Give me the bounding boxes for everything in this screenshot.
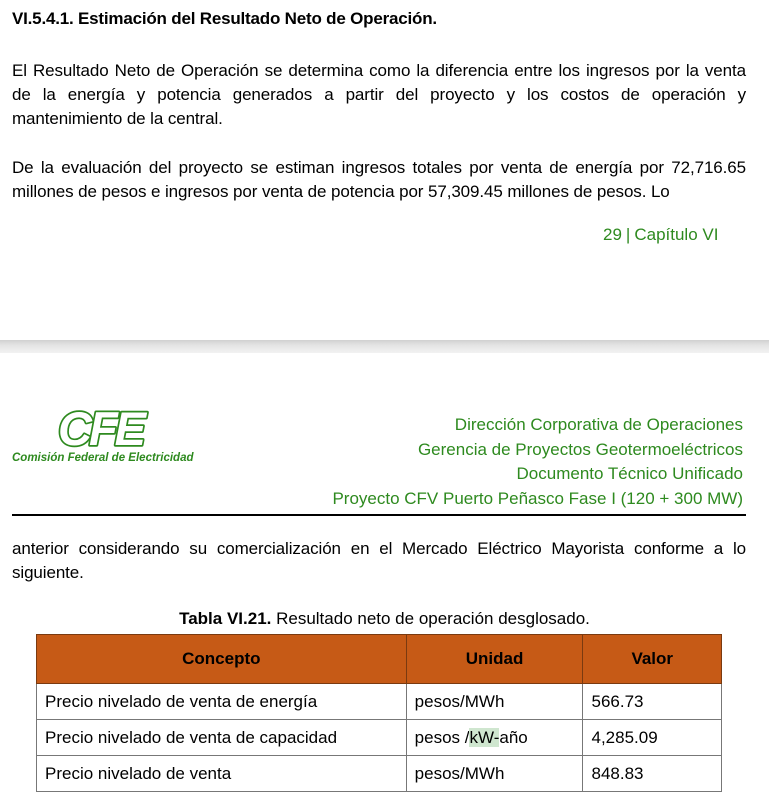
paragraph-income: De la evaluación del proyecto se estiman ingresos totales por venta de energía por 72,716.65 millones de pesos e ingresos por venta de potencia por 57,309.45 millones de pesos. Lo bbox=[12, 158, 746, 201]
cfe-logo-subtitle: Comisión Federal de Electricidad bbox=[12, 452, 194, 464]
cell-unidad-suffix: año bbox=[499, 727, 528, 747]
table-header-row bbox=[37, 635, 722, 684]
table-caption-text: Resultado neto de operación desglosado. bbox=[271, 609, 590, 628]
table-caption-label: Tabla VI.21. bbox=[179, 609, 272, 628]
cell-unidad-text: pesos/MWh bbox=[414, 763, 505, 783]
footer-separator: | bbox=[625, 225, 631, 244]
header-divider bbox=[12, 514, 746, 516]
chapter-label: Capítulo VI bbox=[634, 225, 719, 244]
results-table bbox=[36, 634, 722, 792]
page-top bbox=[0, 0, 769, 340]
cell-valor: 4,285.09 bbox=[583, 720, 722, 756]
cell-concepto: Precio nivelado de venta de capacidad bbox=[37, 720, 407, 756]
column-header-valor: Valor bbox=[583, 635, 722, 684]
cell-concepto: Precio nivelado de venta bbox=[37, 756, 407, 792]
header-line-direccion: Dirección Corporativa de Operaciones bbox=[454, 415, 743, 434]
table-row bbox=[37, 684, 722, 720]
cell-concepto: Precio nivelado de venta de energía bbox=[37, 684, 407, 720]
column-header-unidad: Unidad bbox=[406, 635, 583, 684]
table-caption bbox=[0, 609, 769, 629]
page-footer bbox=[603, 225, 718, 245]
header-line-documento: Documento Técnico Unificado bbox=[516, 464, 743, 483]
paragraph-continuation: anterior considerando su comercialización en el Mercado Eléctrico Mayorista conforme a lo siguiente. bbox=[12, 539, 746, 582]
cell-valor: 848.83 bbox=[583, 756, 722, 792]
header-line-gerencia: Gerencia de Proyectos Geotermoeléctricos bbox=[417, 439, 743, 459]
header-line-proyecto: Proyecto CFV Puerto Peñasco Fase I (120 + 300 MW) bbox=[332, 488, 743, 508]
page-bottom bbox=[0, 353, 769, 811]
cfe-logo-text: CFE bbox=[58, 405, 143, 451]
cell-unidad-text: pesos / bbox=[414, 727, 470, 747]
table-row bbox=[37, 720, 722, 756]
document-header bbox=[332, 413, 743, 511]
cell-valor: 566.73 bbox=[583, 684, 722, 720]
column-header-concepto: Concepto bbox=[37, 635, 407, 684]
paragraph-intro: El Resultado Neto de Operación se determina como la diferencia entre los ingresos por la venta de la energía y potencia generados a partir del proyecto y los costos de operación y mantenimiento de la central. bbox=[12, 61, 746, 128]
cell-unidad bbox=[406, 720, 583, 756]
page-number: 29 bbox=[603, 225, 622, 244]
cell-unidad bbox=[406, 756, 583, 792]
section-heading: VI.5.4.1. Estimación del Resultado Neto de Operación. bbox=[12, 9, 437, 28]
cell-unidad bbox=[406, 684, 583, 720]
cfe-logo-mark bbox=[56, 405, 160, 451]
cell-unidad-highlight: kW- bbox=[469, 727, 500, 747]
cell-unidad-text: pesos/MWh bbox=[414, 691, 505, 711]
page-gap bbox=[0, 340, 769, 353]
table-row bbox=[37, 756, 722, 792]
